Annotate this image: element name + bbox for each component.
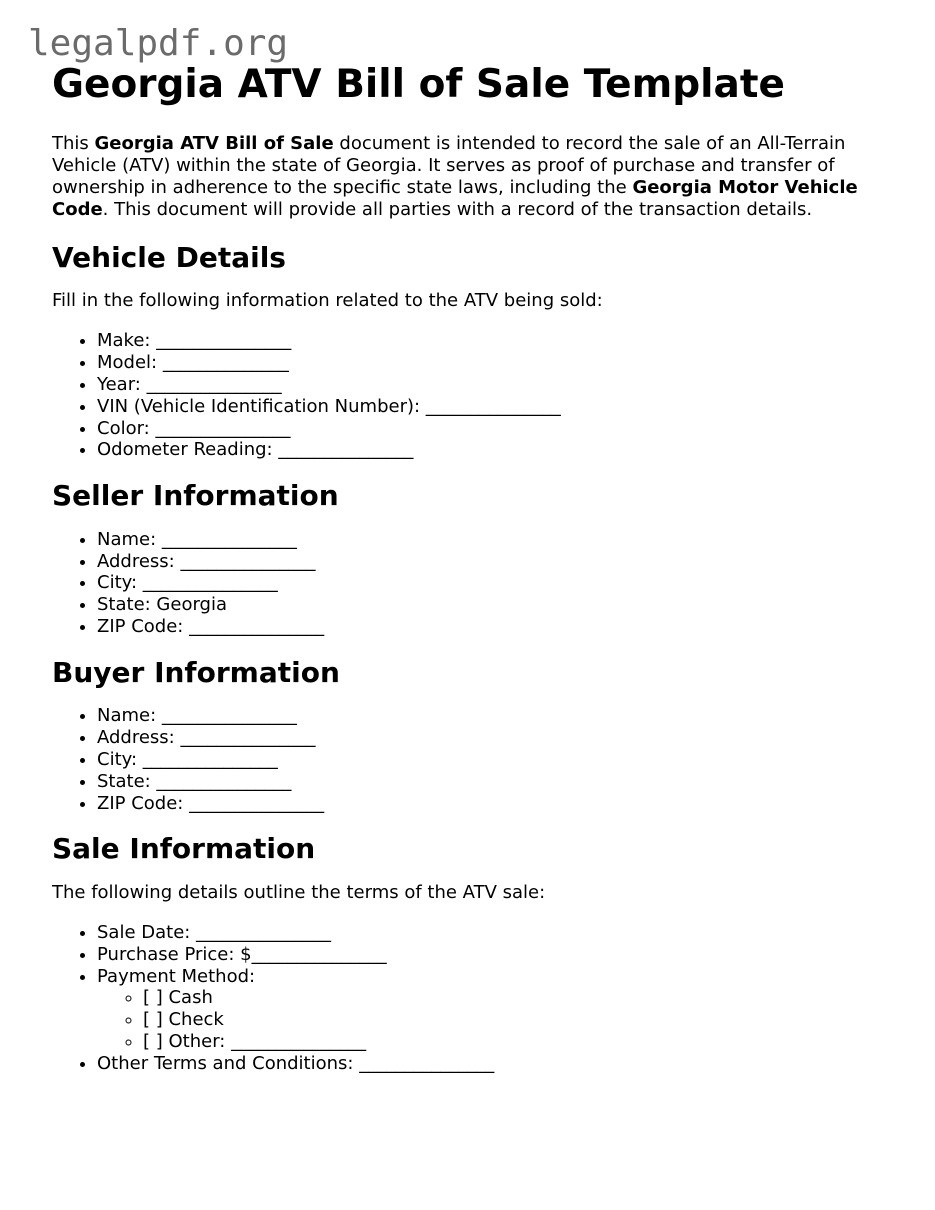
list-item-seller-name: • Name: _______________ (97, 529, 892, 551)
list-item-make: • Make: _______________ (97, 330, 892, 352)
list-item-sale-date: • Sale Date: _______________ (97, 922, 892, 944)
list-item-vin: • VIN (Vehicle Identification Number): _______________ (97, 396, 892, 418)
vehicle-details-list (52, 330, 892, 461)
document-body (52, 62, 892, 1075)
watermark-logo: legalpdf.org (28, 23, 289, 64)
list-item-seller-city: • City: _______________ (97, 572, 892, 594)
sale-information-list (52, 922, 892, 1075)
payment-option-cash: ◦ [ ] Cash (143, 987, 892, 1009)
seller-information-heading: Seller Information (52, 479, 339, 513)
payment-method-options (97, 987, 892, 1052)
list-item-seller-state: • State: Georgia (97, 594, 892, 616)
sale-information-lead: The following details outline the terms of the ATV sale: (52, 881, 546, 903)
vehicle-details-heading: Vehicle Details (52, 240, 286, 274)
vehicle-details-lead: Fill in the following information related to the ATV being sold: (52, 290, 603, 312)
list-item-buyer-zip: • ZIP Code: _______________ (97, 793, 892, 815)
list-item-buyer-address: • Address: _______________ (97, 727, 892, 749)
list-item-purchase-price: • Purchase Price: $_______________ (97, 944, 892, 966)
list-item-buyer-name: • Name: _______________ (97, 705, 892, 727)
intro-text-3: . This document will provide all parties with a record of the transaction details. (102, 198, 813, 220)
payment-option-check: ◦ [ ] Check (143, 1009, 892, 1031)
list-item-year: • Year: _______________ (97, 374, 892, 396)
payment-method-label: Payment Method: (97, 965, 256, 987)
sale-information-heading: Sale Information (52, 832, 316, 866)
list-item-payment-method (97, 966, 892, 1053)
intro-text-1: This (52, 132, 95, 154)
list-item-seller-address: • Address: _______________ (97, 551, 892, 573)
list-item-seller-zip: • ZIP Code: _______________ (97, 616, 892, 638)
seller-information-list (52, 529, 892, 638)
intro-bold-2: Georgia Motor Vehicle Code (52, 176, 858, 220)
page-title: Georgia ATV Bill of Sale Template (52, 62, 785, 107)
buyer-information-list (52, 705, 892, 814)
buyer-information-heading: Buyer Information (52, 655, 340, 689)
payment-option-other: ◦ [ ] Other: _______________ (143, 1031, 892, 1053)
list-item-color: • Color: _______________ (97, 418, 892, 440)
intro-paragraph (52, 133, 892, 221)
list-item-other-terms: • Other Terms and Conditions: _______________ (97, 1053, 892, 1075)
list-item-buyer-state: • State: _______________ (97, 771, 892, 793)
list-item-model: • Model: ______________ (97, 352, 892, 374)
intro-bold-1: Georgia ATV Bill of Sale (94, 132, 334, 154)
list-item-odometer: • Odometer Reading: _______________ (97, 439, 892, 461)
intro-text-2: document is intended to record the sale of an All-Terrain Vehicle (ATV) within the state of Georgia. It serves as proof of purchase and transfer of ownership in adherence to the specific state laws, including the (52, 132, 846, 198)
list-item-buyer-city: • City: _______________ (97, 749, 892, 771)
